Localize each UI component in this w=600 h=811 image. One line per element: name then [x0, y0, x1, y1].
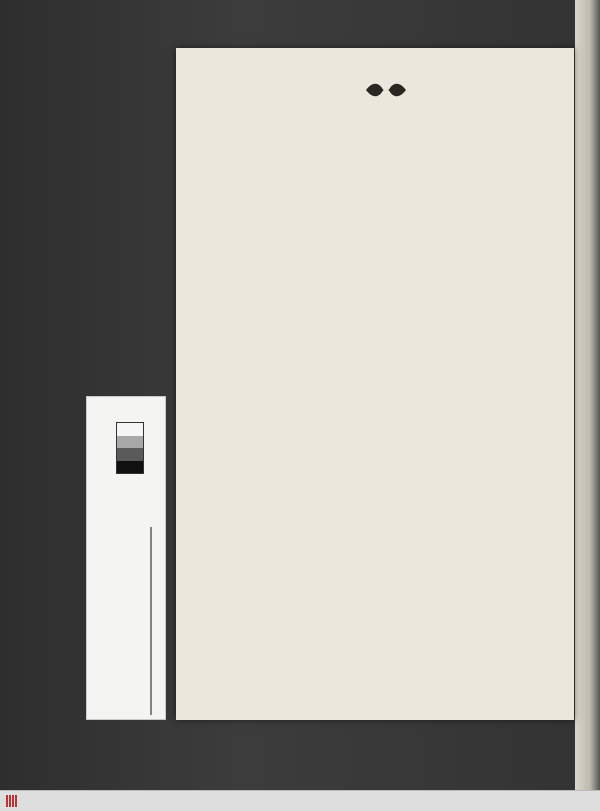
adjacent-page-edge	[575, 0, 600, 790]
hab-logo-icon	[6, 795, 20, 807]
book-page	[176, 48, 574, 720]
ornament-icon	[364, 80, 408, 100]
footer-bar	[0, 790, 600, 811]
gray-scale-swatches	[116, 422, 144, 474]
ruler-institution-label	[89, 397, 119, 719]
